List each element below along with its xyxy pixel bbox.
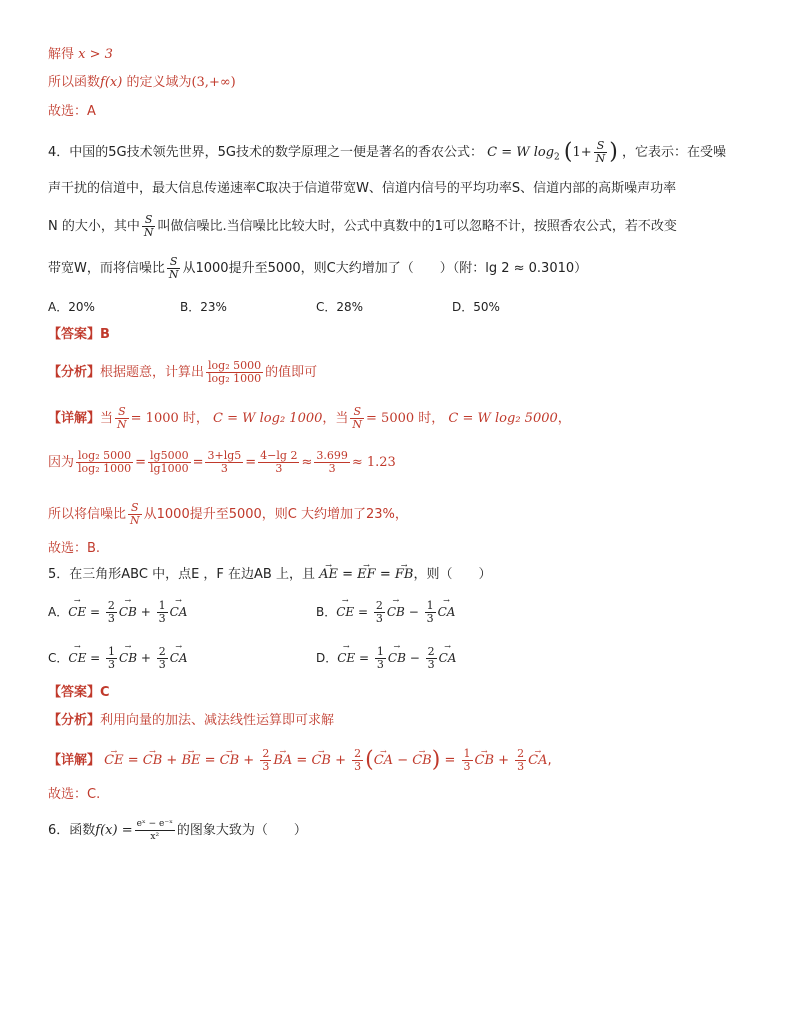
- prev-line-3: 故选：A: [48, 104, 96, 119]
- q5-detail: 【详解】 → CE = → CB + → BE = → CB + $\frac{2}{3}$ → BA = → CB + $\frac{2}{3}$ (→ CA − → CB) = $\frac{1}{3}$ → CB + $\frac{2}{3}$ → CA,: [48, 748, 552, 773]
- q4-stem-line-3: N 的大小，其中 $\frac{S}{N}$ 叫做信噪比.当信噪比比较大时，公式中真数中的1可以忽略不计，按照香农公式，若不改变: [48, 213, 677, 239]
- q4-stem-line-1: 4．中国的5G技术领先世界，5G技术的数学原理之一便是著名的香农公式： C = W $\log_2 (1+$ $\frac{S}{N}$ ) ，它表示：在受噪: [48, 139, 727, 165]
- q5-option-c: C．→ CE = $\frac{1}{3}$ → CB + $\frac{2}{3}$ → CA: [48, 646, 188, 671]
- q4-detail-line-1: 【详解】当 $\frac{S}{N}$ = 1000 时， C = W log₂ 1000，当 $\frac{S}{N}$ = 5000 时， C = W log₂ 5000，: [48, 405, 571, 431]
- q4-conclusion: 所以将信噪比 $\frac{S}{N}$ 从1000提升至5000，则C 大约增加了23%，: [48, 501, 408, 527]
- q4-option-d: D．50%: [452, 300, 500, 314]
- q4-stem-line-2: 声干扰的信道中，最大信息传递速率C取决于信道带宽W、信道内信号的平均功率S、信道内部的高斯噪声功率: [48, 181, 677, 196]
- q5-analysis: 【分析】利用向量的加法、减法线性运算即可求解: [48, 713, 335, 728]
- q5-option-d: D．→ CE = $\frac{1}{3}$ → CB − $\frac{2}{3}$ → CA: [316, 646, 456, 671]
- q5-option-b: B．→ CE = $\frac{2}{3}$ → CB − $\frac{1}{3}$ → CA: [316, 600, 455, 625]
- q5-option-a: A．→ CE = $\frac{2}{3}$ → CB + $\frac{1}{3}$ → CA: [48, 600, 187, 625]
- q4-stem-line-4: 带宽W，而将信噪比 $\frac{S}{N}$ 从1000提升至5000，则C大约增加了（ ）（附：lg 2 ≈ 0.3010）: [48, 255, 588, 281]
- prev-line-2: 所以函数f(x) 的定义域为(3,+∞): [48, 75, 236, 90]
- q4-analysis: 【分析】根据题意，计算出 $\frac{\text{log₂ 5000}}{\text{log₂ 1000}}$ 的值即可: [48, 359, 318, 385]
- q4-option-b: B．23%: [180, 300, 227, 314]
- q4-option-c: C．28%: [316, 300, 364, 314]
- q4-final: 故选：B.: [48, 541, 101, 556]
- q5-final: 故选：C.: [48, 787, 101, 802]
- prev-line-1: 解得 x > 3: [48, 47, 113, 62]
- q6-stem: 6．函数f(x) = $\frac{\text{eˣ − e⁻ˣ}}{\text{x²}}$ 的图象大致为（ ）: [48, 819, 307, 842]
- q4-option-a: A．20%: [48, 300, 95, 314]
- q4-answer: 【答案】B: [48, 327, 110, 342]
- q4-detail-line-2: 因为 $\frac{\text{log₂ 5000}}{\text{log₂ 1000}}$ = $\frac{\lg 5000}{\lg 1000}$ = $\frac{3+\lg 5}{3}$ = $\frac{4-\lg 2}{3}$ ≈ $\frac{3.699}{3}$ ≈ 1.23: [48, 449, 396, 475]
- q5-answer: 【答案】C: [48, 685, 110, 700]
- q5-stem: 5．在三角形ABC 中，点E ，F 在边AB 上，且 → AE = → EF = → FB，则（ ）: [48, 566, 491, 584]
